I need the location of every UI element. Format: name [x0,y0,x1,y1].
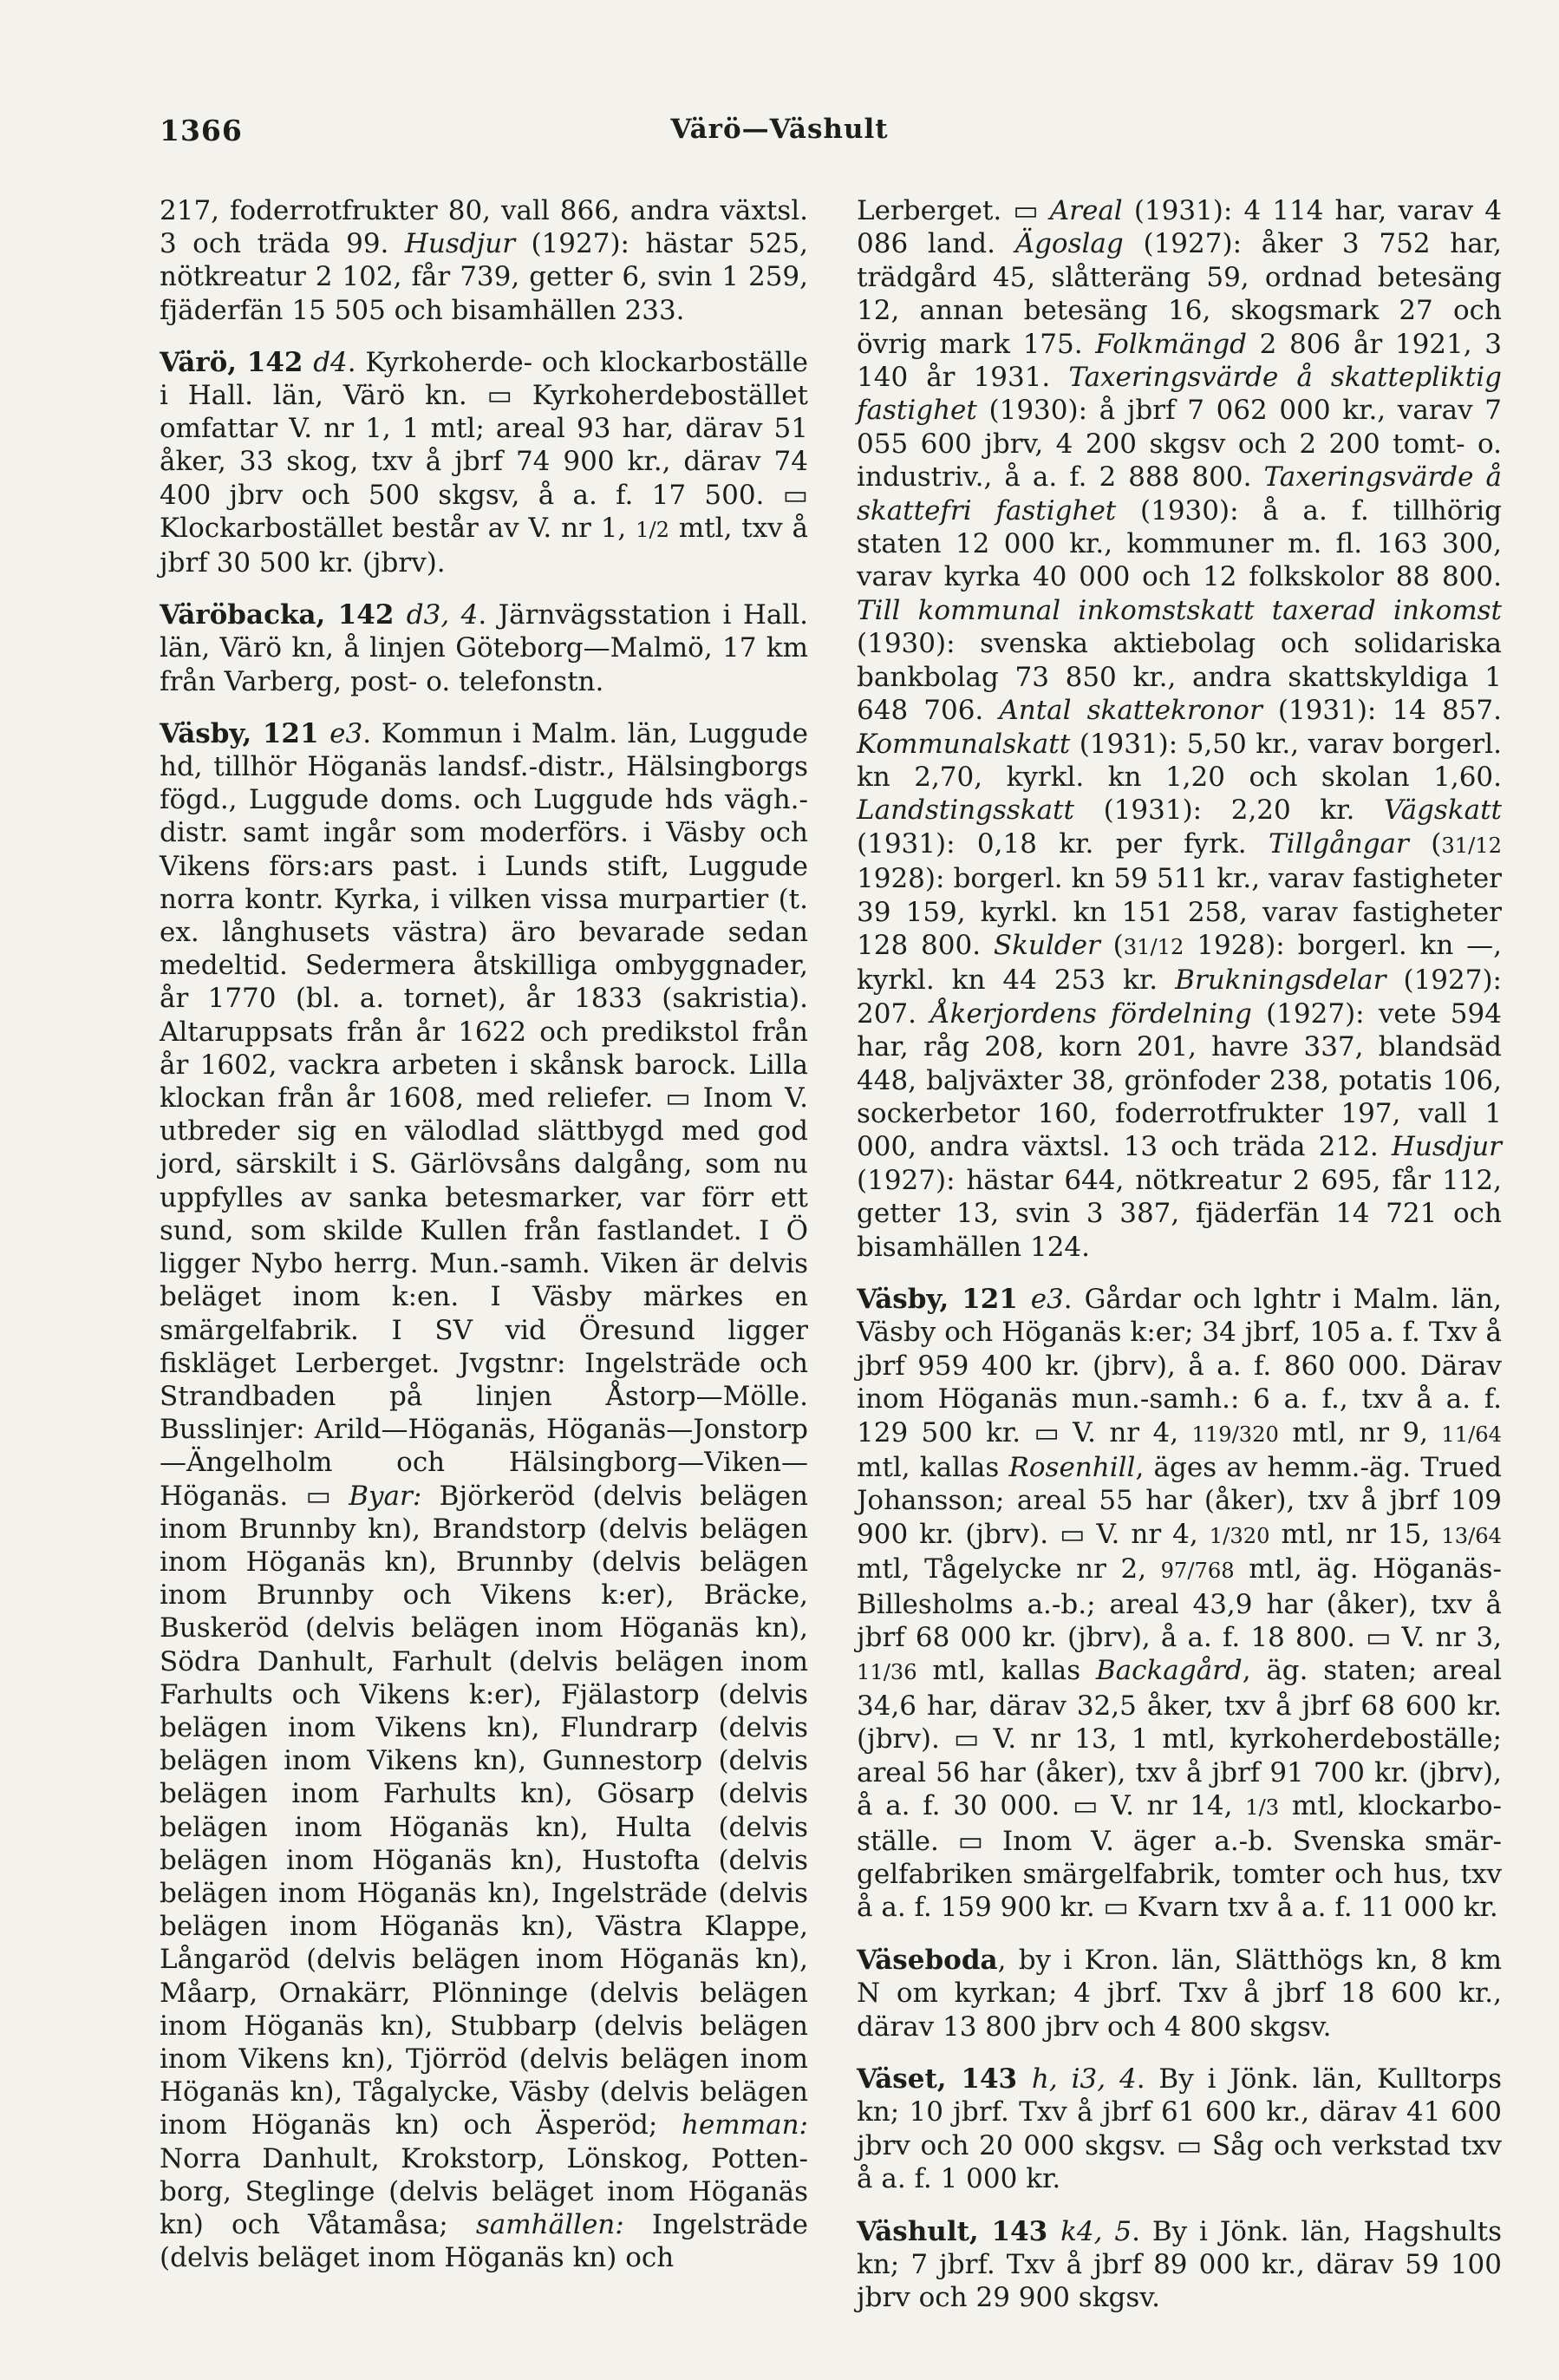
entry-text-run: Antal skattekronor [999,695,1262,727]
entry-text-run: samhällen: [475,2208,624,2240]
entry-text-run: Lerberget. ▭ [857,195,1050,226]
entry-text-run: 119/320 [1191,1422,1279,1447]
entry-text-run: 1928): borgerl. kn —, kyrkl. kn 44 253 kr. [857,929,1502,997]
entry-text-run: (1930): å jbrf 7 062 000 kr., varav 7 055 600 jbrv, 4 200 skgsv och 2 200 tomt- o. industriv., å a. f. 2 888 800. [857,395,1502,494]
entry-vaseboda [857,1944,1502,2043]
entry-text-run: . By i Jönk. län, Kulltorps kn; 10 jbrf. Txv å jbrf 61 600 kr., därav 41 600 jbrv och 20 000 skgsv. ▭ Såg och verkstad txv å a. f. 1 000 kr. [857,2063,1502,2195]
entry-vasby-kommun-cont [857,194,1502,1264]
entry-text-run: 1/320 [1209,1523,1270,1548]
entry-text-run: 97/768 [1160,1559,1235,1584]
entry-text-run: mtl, kallas [857,1452,1009,1484]
entry-text-run: (1927): 207. [857,964,1502,1030]
entry-headword: Väsby, 121 [160,717,330,749]
entry-headword: Väröbacka, 142 [160,599,407,631]
entry-text-run: (1927): hästar 525, nötkreatur 2 102, får 739, getter 6, svin 1 259, fjäderfän 15 505 och bisamhällen 233. [160,228,808,326]
entry-text-run: . Gårdar och lghtr i Malm. län, Väsby och Höganäs k:er; 34 jbrf, 105 a. f. Txv å jbrf 959 400 kr. (jbrv), å a. f. 860 000. Därav inom Höganäs mun.-samh.: 6 a. f., txv å a. f. 129 500 kr. ▭ V. nr 4, [857,1284,1502,1448]
entry-headword: Väsby, 121 [857,1284,1031,1315]
entry-text-run: 11/36 [857,1660,917,1685]
entry-text-run: . Kommun i Malm. län, Luggude hd, tillhör Höganäs landsf.-distr., Hälsingborgs fögd., Luggude doms. och Luggude hds vägh.-distr. samt ingår som moderförs. i Väsby och Vikens förs:ars past. i Lunds stift, Luggude norra kontr. Kyrka, i vilken vissa murpartier (t. ex. långhusets västra) äro bevarade sedan medeltid. Sedermera åtskilliga ombyggnader, år 1770 (bl. a. tornet), år 1833 (sakristia). Altaruppsats från år 1622 och predikstol från år 1602, vackra arbeten i skånsk barock. Lilla klockan från år 1608, med reliefer. ▭ Inom V. utbreder sig en välodlad slättbygd med god jord, särskilt i S. Gärlövsåns dalgång, som nu uppfylles av sanka betesmarker, var förr ett sund, som skilde Kullen från fastlandet. I Ö ligger Nybo herrg. Mun.-samh. Viken är delvis beläget inom k:en. I Väsby märkes en smärgelfabrik. I SV vid Öresund ligger fiskläget Lerberget. Jvgstnr: Ingelsträde och Strandbaden på linjen Åstorp—Mölle. Busslinjer: Arild—Höganäs, Höganäs—Jonstorp—Ängelholm och Hälsingborg—Viken—Höganäs. ▭ [160,717,809,1512]
entry-vasby-kommun [160,717,808,2275]
entry-text-run: d4 [313,346,348,378]
entry-text-run: Björkeröd (delvis belägen inom Brunnby kn), Brandstorp (delvis belägen inom Höganäs kn), Brunnby (delvis belägen inom Brunnby och Vikens k:er), Bräcke, Buskeröd (delvis belägen inom Höganäs kn), Södra Danhult, Farhult (delvis belägen inom Farhults och Vikens k:er), Fjälastorp (delvis belägen inom Vikens kn), Flundrarp (delvis belägen inom Vikens kn), Gunnestorp (delvis belägen inom Farhults kn), Gösarp (delvis belägen inom Höganäs kn), Hulta (delvis belägen inom Höganäs kn), Hustofta (delvis belägen inom Höganäs kn), Ingelsträde (delvis belägen inom Höganäs kn), Västra Klappe, Långaröd (delvis belägen inom Höganäs kn), Måarp, Ornakärr, Plönninge (delvis belägen inom Höganäs kn), Stubbarp (delvis belägen inom Vikens kn), Tjörröd (delvis belägen inom Höganäs kn), Tågalycke, Väsby (delvis belägen inom Höganäs kn) och Äsperöd; [160,1480,809,2141]
entry-text-run: mtl, Tågelycke nr 2, [857,1553,1161,1586]
entry-text-run: . Järnvägsstation i Hall. län, Värö kn, å linjen Göteborg—Malmö, 17 km från Varberg, post- o. telefonstn. [160,599,809,697]
entry-text-run: Husdjur [404,228,516,260]
entry-text-run: Åkerjordens fördelning [930,997,1252,1030]
entry-text-run: 11/64 [1441,1422,1503,1447]
entry-text-run: Tillgångar [1268,827,1409,860]
entry-text-run: (1930): å a. f. tillhörig staten 12 000 kr., kommuner m. fl. 163 300, varav kyrka 40 000 och 12 folkskolor 88 800. [857,494,1502,593]
entry-text-run: Norra Danhult, Krokstorp, Lönskog, Pottenborg, Steglinge (delvis beläget inom Höganäs kn) och Våtamåsa; [160,2142,808,2240]
entry-text-run: Till kommunal inkomstskatt taxerad inkomst [857,594,1502,626]
entry-text-run: h, i3, 4 [1031,2063,1137,2095]
entry-text-run: . By i Jönk. län, Hagshults kn; 7 jbrf. Txv å jbrf 89 000 kr., därav 59 100 jbrv och 29 900 skgsv. [857,2215,1502,2314]
entry-text-run: (1931): 2,20 kr. [1073,794,1385,827]
entry-text-run: Husdjur [1391,1131,1502,1163]
entry-text-run: mtl, äg. Höganäs-Billesholms a.-b.; areal 43,9 har (åker), txv å jbrf 68 000 kr. (jbrv), å a. f. 18 800. ▭ V. nr 3, [857,1553,1502,1654]
entry-text-run: k4, 5 [1060,2215,1132,2247]
entry-text-run: (1930): svenska aktiebolag och solidariska bankbolag 73 850 kr., andra skattskyldiga 1 648 706. [857,628,1502,727]
entry-text-run: Landstingsskatt [857,794,1074,827]
entry-text-run: Areal [1049,195,1123,226]
entry-text-run: , by i Kron. län, Slätthögs kn, 8 km N om kyrkan; 4 jbrf. Txv å jbrf 18 600 kr., därav 13 800 jbrv och 4 800 skgsv. [857,1944,1502,2043]
entry-text-run: . Kyrkoherde- och klockarboställe i Hall. län, Värö kn. ▭ Kyrkoherdebostället omfattar V. nr 1, 1 mtl; areal 93 har, därav 51 åker, 33 skog, txv å jbrf 74 900 kr., därav 74 400 jbrv och 500 skgsv, å a. f. 17 500. ▭ Klockarbostället består av V. nr 1, [160,346,808,544]
entry-text-run: mtl, klockarboställe. ▭ Inom V. äger a.-b. Svenska smärgelfabriken smärgelfabrik, tomter och hus, txv å a. f. 159 900 kr. ▭ Kvarn txv å a. f. 11 000 kr. [857,1790,1502,1924]
entry-headword: Värö, 142 [160,346,314,378]
entry-headword: Väset, 143 [857,2063,1032,2095]
entry-varobacka [160,598,808,698]
entry-text-run: (1931): 14 857. [1262,695,1502,727]
entry-text-run: Rosenhill [1008,1452,1136,1484]
entry-text-run: mtl, txv å jbrf 30 500 kr. (jbrv). [160,512,808,579]
entry-vaset [857,2063,1502,2196]
entry-text-run: Ingelsträde (delvis beläget inom Höganäs kn) och [160,2208,808,2274]
entry-text-run: e3 [1030,1284,1064,1315]
entry-text-run: , äges av hemm.-äg. Trued Johansson; areal 55 har (åker), txv å jbrf 109 900 kr. (jbrv). ▭ V. nr 4, [857,1452,1502,1550]
entry-text-run: 13/64 [1441,1523,1502,1548]
entry-text-run: (1931): 5,50 kr., varav borgerl. kn 2,70, kyrkl. kn 1,20 och skolan 1,60. [857,728,1502,793]
entry-text-run: mtl, kallas [916,1655,1096,1687]
entry-text-run: Brukningsdelar [1175,964,1386,997]
left-column [160,194,808,2293]
entry-text-run: (1927): vete 594 har, råg 208, korn 201, havre 337, blandsäd 448, baljväxter 38, grönfoder 238, potatis 106, sockerbetor 160, foderrotfrukter 197, vall 1 000, andra växtsl. 13 och träda 212. [857,997,1502,1163]
entry-vashult [857,2215,1502,2315]
entry-text-run: 1/3 [1245,1795,1280,1821]
entry-text-run: e3 [329,717,363,749]
page-number: 1366 [160,114,243,147]
entry-text-run: 1/2 [636,517,669,542]
entry-text-run: 1928): borgerl. kn 59 511 kr., varav fastigheter 39 159, kyrkl. kn 151 258, varav fastigheter 128 800. [857,863,1502,961]
running-head: Värö—Väshult [670,114,889,145]
entry-headword: Väshult, 143 [857,2215,1061,2247]
entry-text-run: , äg. staten; areal 34,6 har, därav 32,5 åker, txv å jbrf 68 600 kr. (jbrv). ▭ V. nr 13, 1 mtl, kyrkoherdeboställe; areal 56 har (åker), txv å jbrf 91 700 kr. (jbrv), å a. f. 30 000. ▭ V. nr 14, [857,1655,1502,1822]
entry-text-run: (1927): åker 3 752 har, trädgård 45, slåtteräng 59, ordnad betesäng 12, annan betesäng 16, skogsmark 27 och övrig mark 175. [857,228,1502,360]
entry-text-run: ( [1408,827,1442,860]
entry-text-run: Ägoslag [1014,228,1124,260]
entry-text-run: Taxeringsvärde å skattepliktig fastighet [857,362,1502,427]
entry-vasby-by [857,1283,1502,1925]
entry-text-run: Skulder [993,929,1100,961]
entry-text-run: 217, foderrotfrukter 80, vall 866, andra växtsl. 3 och träda 99. [160,195,808,260]
entry-text-run: (1927): hästar 644, nötkreatur 2 695, får 112, getter 13, svin 3 387, fjäderfän 14 721 och bisamhällen 124. [857,1164,1502,1263]
entry-text-run: mtl, nr 9, [1278,1416,1442,1448]
entry-continued [160,194,808,327]
right-column [857,194,1502,2334]
entry-text-run: d3, 4 [406,599,479,631]
entry-text-run: ( [1099,929,1124,961]
entry-text-run: 2 806 år 1921, 3 140 år 1931. [857,328,1502,394]
entry-text-run: mtl, nr 15, [1269,1518,1442,1550]
entry-text-run: hemman: [682,2109,808,2141]
entry-text-run: Backagård [1095,1655,1243,1687]
entry-text-run: Folkmängd [1095,328,1247,360]
entry-text-run: Byar: [349,1480,422,1512]
entry-headword: Väseboda [857,1944,998,1976]
entry-varo [160,346,808,579]
entry-text-run: Kommunalskatt [857,728,1071,760]
entry-text-run: Taxeringsvärde å skattefri fastighet [857,461,1502,526]
entry-text-run: (1931): 0,18 kr. per fyrk. [857,827,1269,860]
entry-text-run: 31/12 [1123,934,1184,959]
entry-text-run: Vägskatt [1384,794,1502,827]
entry-text-run: 31/12 [1441,833,1502,858]
entry-text-run: (1931): 4 114 har, varav 4 086 land. [857,195,1502,260]
